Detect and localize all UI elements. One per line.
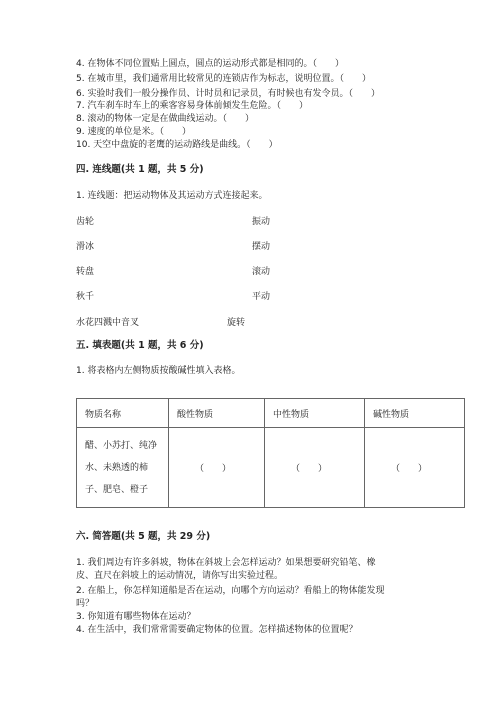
answer-question-line: 2. 在船上，你怎样知道船是否在运动，向哪个方向运动？看船上的物体能发现 <box>76 586 385 596</box>
answer-question-line: 皮、直尺在斜坡上的运动情况，请你写出实验过程。 <box>76 571 284 581</box>
section4-question: 1. 连线题：把运动物体及其运动方式连接起来。 <box>76 191 268 201</box>
judge-item-7: 7. 汽车刹车时车上的乘客容易身体前倾发生危险。（ ） <box>76 101 308 111</box>
acidic-answer-blank[interactable]: （ ） <box>169 428 265 508</box>
substance-list-cell: 醋、小苏打、纯净水、未熟透的柿子、肥皂、橙子 <box>77 428 169 508</box>
section4-title: 四. 连线题(共 1 题，共 5 分) <box>76 164 204 175</box>
match-right-item: 旋转 <box>227 318 246 328</box>
section5-title: 五. 填表题(共 1 题，共 6 分) <box>76 340 204 351</box>
neutral-answer-blank[interactable]: （ ） <box>265 428 365 508</box>
judge-item-9: 9. 速度的单位是米。（ ） <box>76 127 191 137</box>
table-header-cell: 中性物质 <box>265 399 365 428</box>
match-left-item: 水花四溅中音叉 <box>76 318 140 328</box>
judge-item-10: 10. 天空中盘旋的老鹰的运动路线是曲线。（ ） <box>76 140 278 150</box>
classification-table <box>76 398 465 508</box>
answer-question-line: 3. 你知道有哪些物体在运动？ <box>76 612 196 622</box>
answer-question-line: 吗？ <box>76 599 95 609</box>
match-right-item: 摆动 <box>252 242 271 252</box>
match-left-item: 滑冰 <box>76 242 95 252</box>
judge-item-8: 8. 滚动的物体一定是在做曲线运动。（ ） <box>76 114 254 124</box>
match-right-item: 平动 <box>252 292 271 302</box>
answer-question-line: 1. 我们周边有许多斜坡，物体在斜坡上会怎样运动？如果想要研究铅笔、橡 <box>76 558 376 568</box>
table-header-cell: 物质名称 <box>77 399 169 428</box>
alkaline-answer-blank[interactable]: （ ） <box>365 428 465 508</box>
answer-question-line: 4. 在生活中，我们常常需要确定物体的位置。怎样描述物体的位置呢？ <box>76 625 358 635</box>
table-row <box>77 428 465 508</box>
section5-question: 1. 将表格内左侧物质按酸碱性填入表格。 <box>76 366 241 376</box>
table-header-cell: 酸性物质 <box>169 399 265 428</box>
match-left-item: 秋千 <box>76 292 95 302</box>
section6-title: 六. 简答题(共 5 题，共 29 分) <box>76 531 211 542</box>
judge-item-4: 4. 在物体不同位置贴上圆点，圆点的运动形式都是相同的。（ ） <box>76 59 344 69</box>
match-right-item: 振动 <box>252 217 271 227</box>
judge-item-5: 5. 在城市里，我们通常用比较常见的连锁店作为标志，说明位置。（ ） <box>76 74 371 84</box>
judge-item-6: 6. 实验时我们一般分操作员、计时员和记录员，有时候也有发令员。（ ） <box>76 89 380 99</box>
match-right-item: 滚动 <box>252 267 271 277</box>
table-header-cell: 碱性物质 <box>365 399 465 428</box>
match-left-item: 转盘 <box>76 267 95 277</box>
table-header-row <box>77 399 465 428</box>
match-left-item: 齿轮 <box>76 217 95 227</box>
